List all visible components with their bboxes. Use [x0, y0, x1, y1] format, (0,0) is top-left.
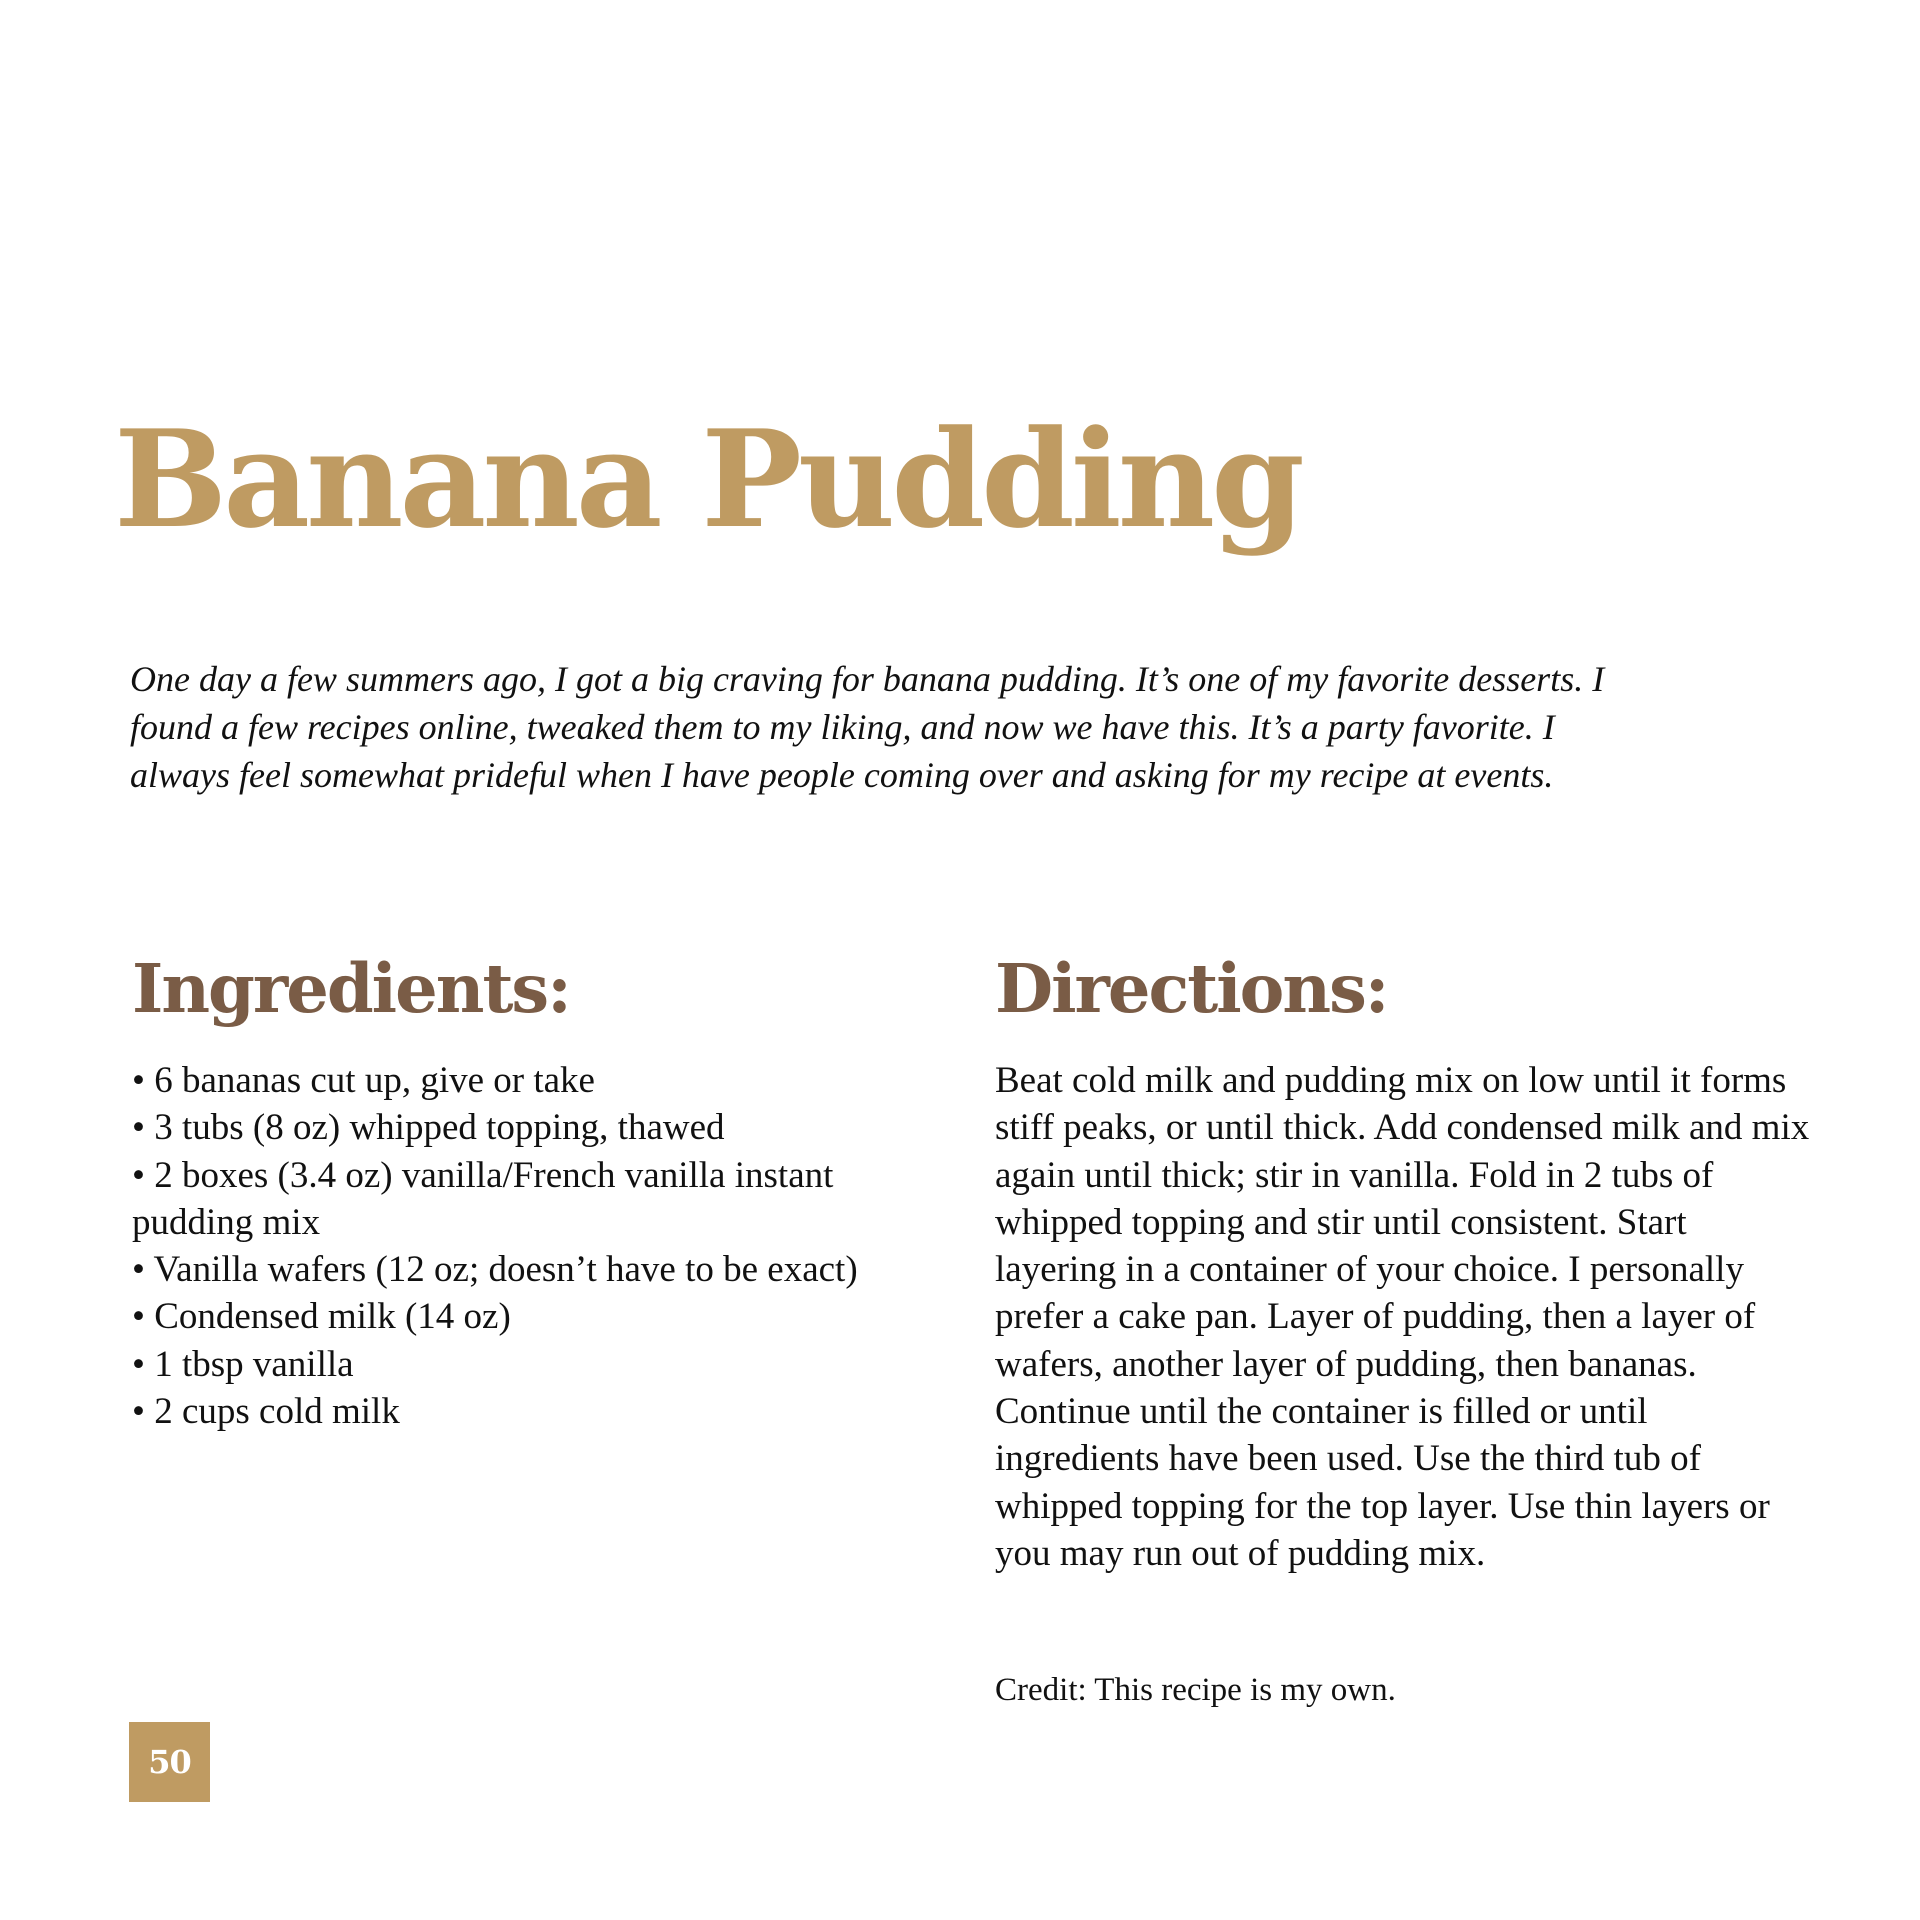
- recipe-title: Banana Pudding: [114, 400, 1301, 558]
- ingredient-item: • 1 tbsp vanilla: [132, 1343, 354, 1385]
- ingredient-item: • Condensed milk (14 oz): [132, 1296, 511, 1338]
- ingredients-heading: Ingredients:: [132, 949, 570, 1028]
- directions-text: Beat cold milk and pudding mix on low until it forms stiff peaks, or until thick. Add condensed milk and mix again until thick; stir in vanilla. Fold in 2 tubs of whipped topping and stir until consistent. Start layering in a container of your choice. I personally prefer a cake pan. Layer of pudding, then a layer of wafers, another layer of pudding, then bananas. Continue until the container is filled or until ingredients have been used. Use the third tub of whipped topping for the top layer. Use thin layers or you may run out of pudding mix.: [995, 1060, 1810, 1574]
- page-number-badge: 50: [129, 1722, 210, 1802]
- ingredient-item: • 2 boxes (3.4 oz) vanilla/French vanilla instant pudding mix: [132, 1154, 834, 1243]
- intro-line: always feel somewhat prideful when I have people coming over and asking for my recipe at events.: [130, 755, 1554, 795]
- ingredient-item: • Vanilla wafers (12 oz; doesn’t have to be exact): [132, 1249, 858, 1291]
- ingredient-item: • 3 tubs (8 oz) whipped topping, thawed: [132, 1107, 725, 1149]
- recipe-credit: Credit: This recipe is my own.: [995, 1672, 1396, 1708]
- directions-heading: Directions:: [995, 949, 1388, 1028]
- recipe-intro: [130, 655, 1690, 799]
- ingredients-list: [132, 1057, 892, 1435]
- ingredient-item: • 2 cups cold milk: [132, 1391, 400, 1433]
- intro-line: One day a few summers ago, I got a big craving for banana pudding. It’s one of my favorite desserts. I: [130, 659, 1605, 699]
- intro-line: found a few recipes online, tweaked them to my liking, and now we have this. It’s a party favorite. I: [130, 707, 1555, 747]
- ingredient-item: • 6 bananas cut up, give or take: [132, 1060, 595, 1101]
